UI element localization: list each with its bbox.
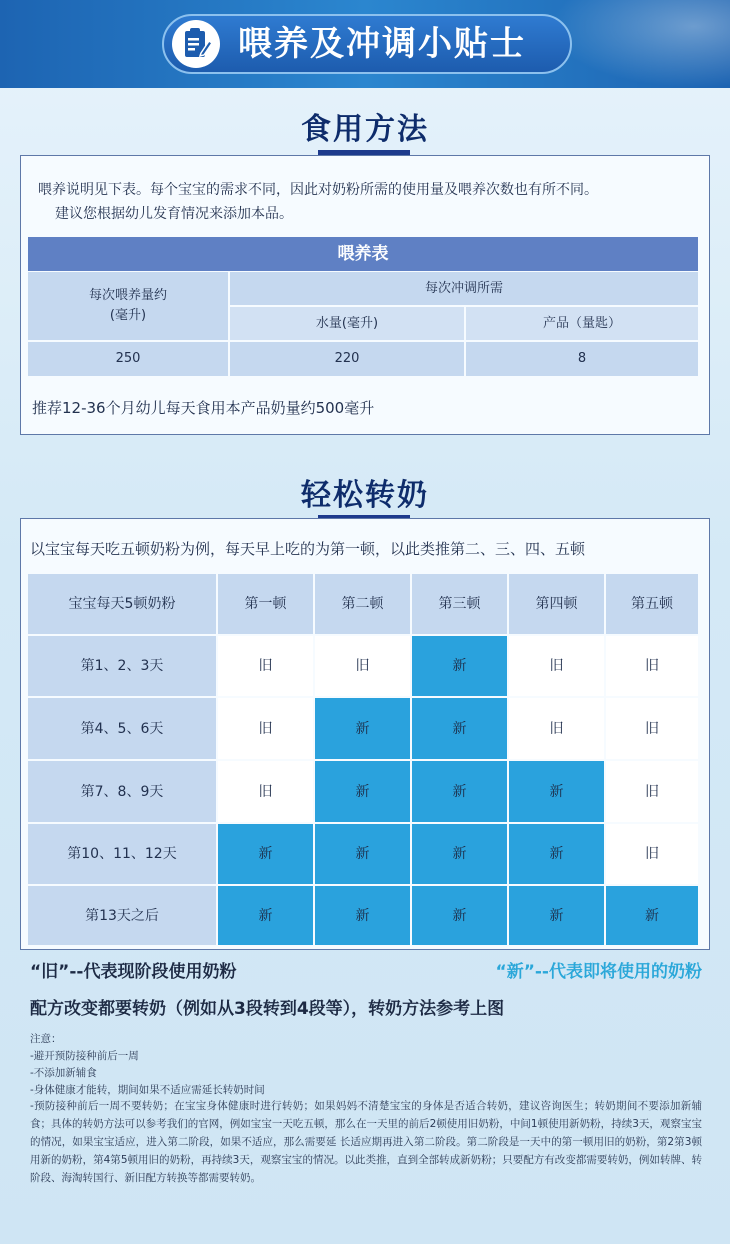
grid-cell-old: 旧: [218, 761, 313, 822]
grid-cell-new: 新: [315, 761, 410, 822]
feeding-amount-header-line2: (毫升): [109, 308, 147, 323]
legend-old: “旧”--代表现阶段使用奶粉: [30, 962, 237, 982]
feeding-amount-header-line1: 每次喂养量约: [88, 288, 167, 303]
grid-cell-old: 旧: [509, 636, 604, 696]
grid-cell-new: 新: [509, 761, 604, 822]
daily-recommendation: 推荐12-36个月幼儿每天食用本产品奶量约500毫升: [32, 399, 375, 417]
mixing-group-header: 每次冲调所需: [230, 272, 698, 305]
grid-cell-old: 旧: [606, 824, 698, 884]
feeding-table-title: 喂养表: [28, 237, 698, 271]
grid-column-header: 第三顿: [412, 574, 507, 634]
scoop-count-header: 产品（量匙）: [466, 307, 698, 340]
grid-cell-old: 旧: [218, 698, 313, 759]
usage-intro-line2: 建议您根据幼儿发育情况来添加本品。: [55, 206, 293, 222]
scoop-count-value: 8: [466, 342, 698, 376]
water-amount-header: 水量(毫升): [230, 307, 464, 340]
grid-row-label: 第1、2、3天: [28, 636, 216, 696]
usage-intro-line1: 喂养说明见下表。每个宝宝的需求不同，因此对奶粉所需的使用量及喂养次数也有所不同。: [38, 182, 598, 198]
grid-cell-new: 新: [606, 886, 698, 945]
feeding-amount-header: [28, 272, 228, 340]
grid-cell-new: 新: [412, 824, 507, 884]
page-title: 喂养及冲调小贴士: [238, 24, 526, 64]
clipboard-pen-icon: [172, 20, 220, 68]
grid-row-label: 第13天之后: [28, 886, 216, 945]
grid-cell-old: 旧: [315, 636, 410, 696]
grid-cell-new: 新: [218, 886, 313, 945]
grid-row-label: 第10、11、12天: [28, 824, 216, 884]
grid-cell-new: 新: [509, 886, 604, 945]
note-item: -身体健康才能转，期间如果不适应需延长转奶时间: [30, 1084, 265, 1096]
transition-intro: 以宝宝每天吃五顿奶粉为例，每天早上吃的为第一顿，以此类推第二、三、四、五顿: [30, 540, 586, 558]
grid-cell-new: 新: [412, 761, 507, 822]
grid-corner-header: 宝宝每天5顿奶粉: [28, 574, 216, 634]
grid-column-header: 第一顿: [218, 574, 313, 634]
banner-decoration: [550, 0, 730, 88]
grid-cell-old: 旧: [218, 636, 313, 696]
usage-section-title: 食用方法: [301, 112, 429, 147]
water-amount-value: 220: [230, 342, 464, 376]
grid-cell-new: 新: [315, 698, 410, 759]
transition-section-title: 轻松转奶: [301, 478, 429, 513]
legend-new: “新”--代表即将使用的奶粉: [495, 962, 702, 982]
note-item: -避开预防接种前后一周: [30, 1050, 139, 1062]
note-paragraph: -预防接种前后一周不要转奶；在宝宝身体健康时进行转奶；如果妈妈不清楚宝宝的身体是否适合转奶，建议咨询医生；转奶期间不要添加新辅食；具体的转奶方法可以参考我们的官网，例如宝宝一天吃五顿，那么在一天里的前后2顿使用旧奶粉，中间1顿使用新奶粉，持续3天，观察宝宝的情况，如果宝宝适应，进入第二阶段，如果不适应，那么需要延 长适应期再进入第二阶段。第二阶段是一天中的第一顿用旧的奶粉，第2第3顿用新的奶粉，第4第5顿用旧的奶粉，再持续3天，观察宝宝的情况。以此类推，直到全部转成新奶粉；只要配方有改变都需要转奶，例如转牌、转阶段、海淘转国行、新旧配方转换等都需要转奶。: [30, 1100, 702, 1184]
note-item: -不添加新辅食: [30, 1067, 97, 1079]
grid-cell-old: 旧: [606, 761, 698, 822]
grid-cell-old: 旧: [606, 698, 698, 759]
grid-column-header: 第二顿: [315, 574, 410, 634]
grid-row-label: 第4、5、6天: [28, 698, 216, 759]
grid-column-header: 第五顿: [606, 574, 698, 634]
grid-cell-new: 新: [412, 886, 507, 945]
grid-cell-old: 旧: [606, 636, 698, 696]
transition-rule: 配方改变都要转奶（例如从3段转到4段等），转奶方法参考上图: [30, 999, 505, 1019]
grid-cell-new: 新: [412, 636, 507, 696]
feeding-amount-value: 250: [28, 342, 228, 376]
grid-cell-new: 新: [315, 824, 410, 884]
grid-cell-new: 新: [315, 886, 410, 945]
grid-cell-new: 新: [218, 824, 313, 884]
grid-row-label: 第7、8、9天: [28, 761, 216, 822]
grid-cell-new: 新: [412, 698, 507, 759]
grid-cell-old: 旧: [509, 698, 604, 759]
grid-column-header: 第四顿: [509, 574, 604, 634]
notes-heading: 注意：: [30, 1033, 62, 1045]
grid-cell-new: 新: [509, 824, 604, 884]
